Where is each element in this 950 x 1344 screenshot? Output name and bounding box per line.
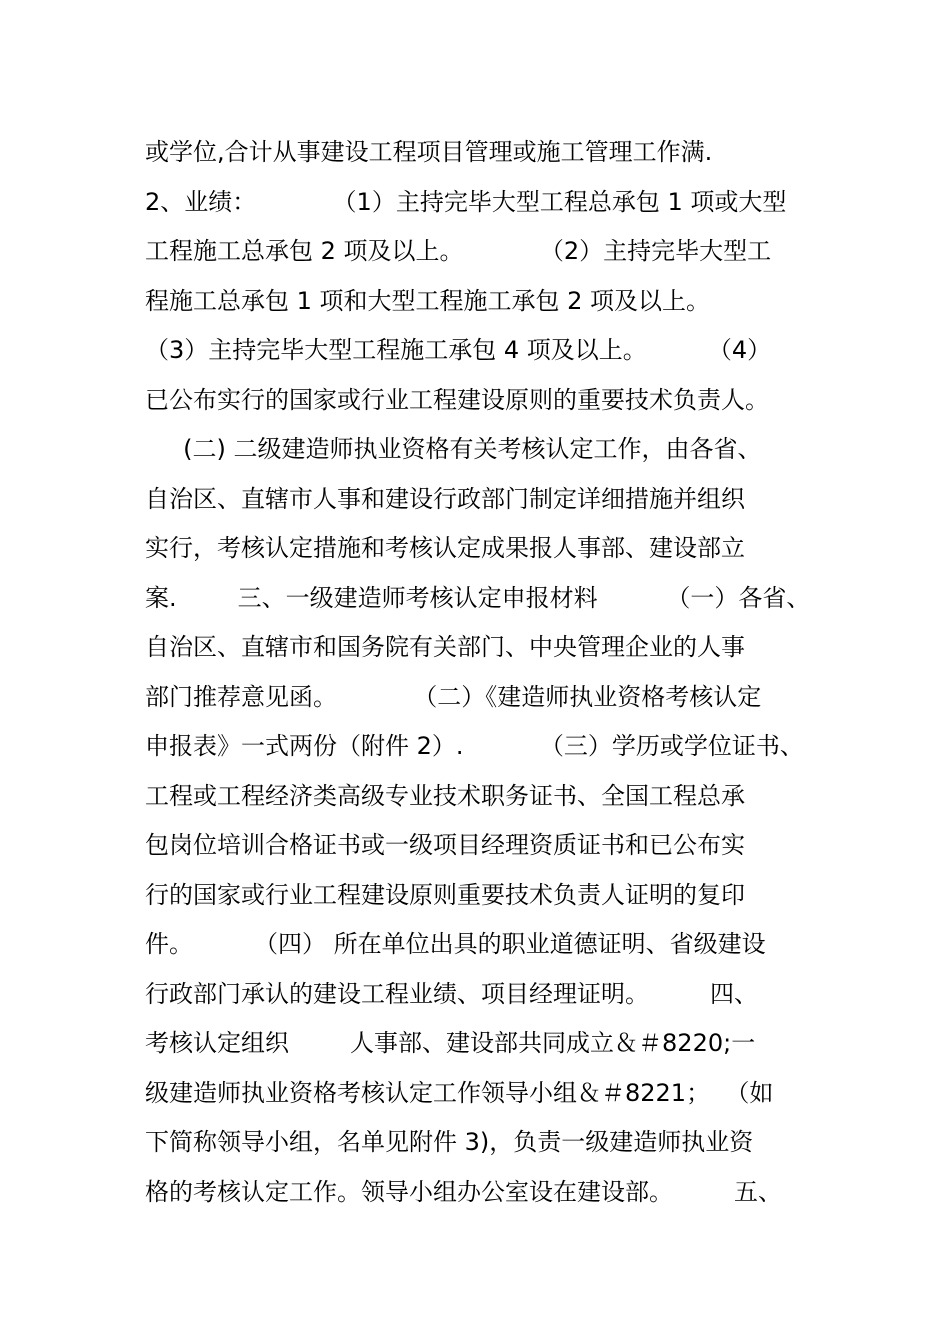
text-line: 程施工总承包 1 项和大型工程施工承包 2 项及以上。 bbox=[145, 286, 711, 315]
text-line: 行政部门承认的建设工程业绩、项目经理证明。 四、 bbox=[145, 979, 759, 1008]
text-line: 实行，考核认定措施和考核认定成果报人事部、建设部立 bbox=[145, 534, 745, 562]
text-line: 申报表》一式两份（附件 2）. （三）学历或学位证书、 bbox=[145, 732, 804, 760]
text-line: 考核认定组织 人事部、建设部共同成立＆＃8220;一 bbox=[145, 1029, 756, 1057]
text-line: 件。 （四） 所在单位出具的职业道德证明、省级建设 bbox=[145, 930, 766, 958]
text-line: 包岗位培训合格证书或一级项目经理资质证书和已公布实 bbox=[145, 831, 745, 859]
text-line: 或学位,合计从事建设工程项目管理或施工管理工作满. bbox=[145, 138, 713, 166]
text-line: 自治区、直辖市人事和建设行政部门制定详细措施并组织 bbox=[145, 484, 745, 513]
text-line: 级建造师执业资格考核认定工作领导小组＆＃8221； （如 bbox=[145, 1078, 774, 1107]
body-text bbox=[145, 128, 825, 1217]
text-line: 行的国家或行业工程建设原则重要技术负责人证明的复印 bbox=[145, 880, 745, 909]
text-line: 自治区、直辖市和国务院有关部门、中央管理企业的人事 bbox=[145, 633, 745, 661]
text-line: 格的考核认定工作。领导小组办公室设在建设部。 五、 bbox=[145, 1177, 783, 1206]
text-line: 案. 三、一级建造师考核认定申报材料 （一）各省、 bbox=[145, 583, 811, 612]
text-line: （3）主持完毕大型工程施工承包 4 项及以上。 （4） bbox=[145, 336, 772, 364]
text-line: 下简称领导小组，名单见附件 3)，负责一级建造师执业资 bbox=[145, 1128, 754, 1156]
text-line: 工程或工程经济类高级专业技术职务证书、全国工程总承 bbox=[145, 781, 745, 810]
text-line: 部门推荐意见函。 （二）《建造师执业资格考核认定 bbox=[145, 682, 762, 711]
text-line: 2、业绩： （1）主持完毕大型工程总承包 1 项或大型 bbox=[145, 187, 787, 216]
text-line: (二) 二级建造师执业资格有关考核认定工作，由各省、 bbox=[145, 435, 762, 463]
text-line: 已公布实行的国家或行业工程建设原则的重要技术负责人。 bbox=[145, 385, 769, 414]
text-line: 工程施工总承包 2 项及以上。 （2）主持完毕大型工 bbox=[145, 237, 772, 265]
